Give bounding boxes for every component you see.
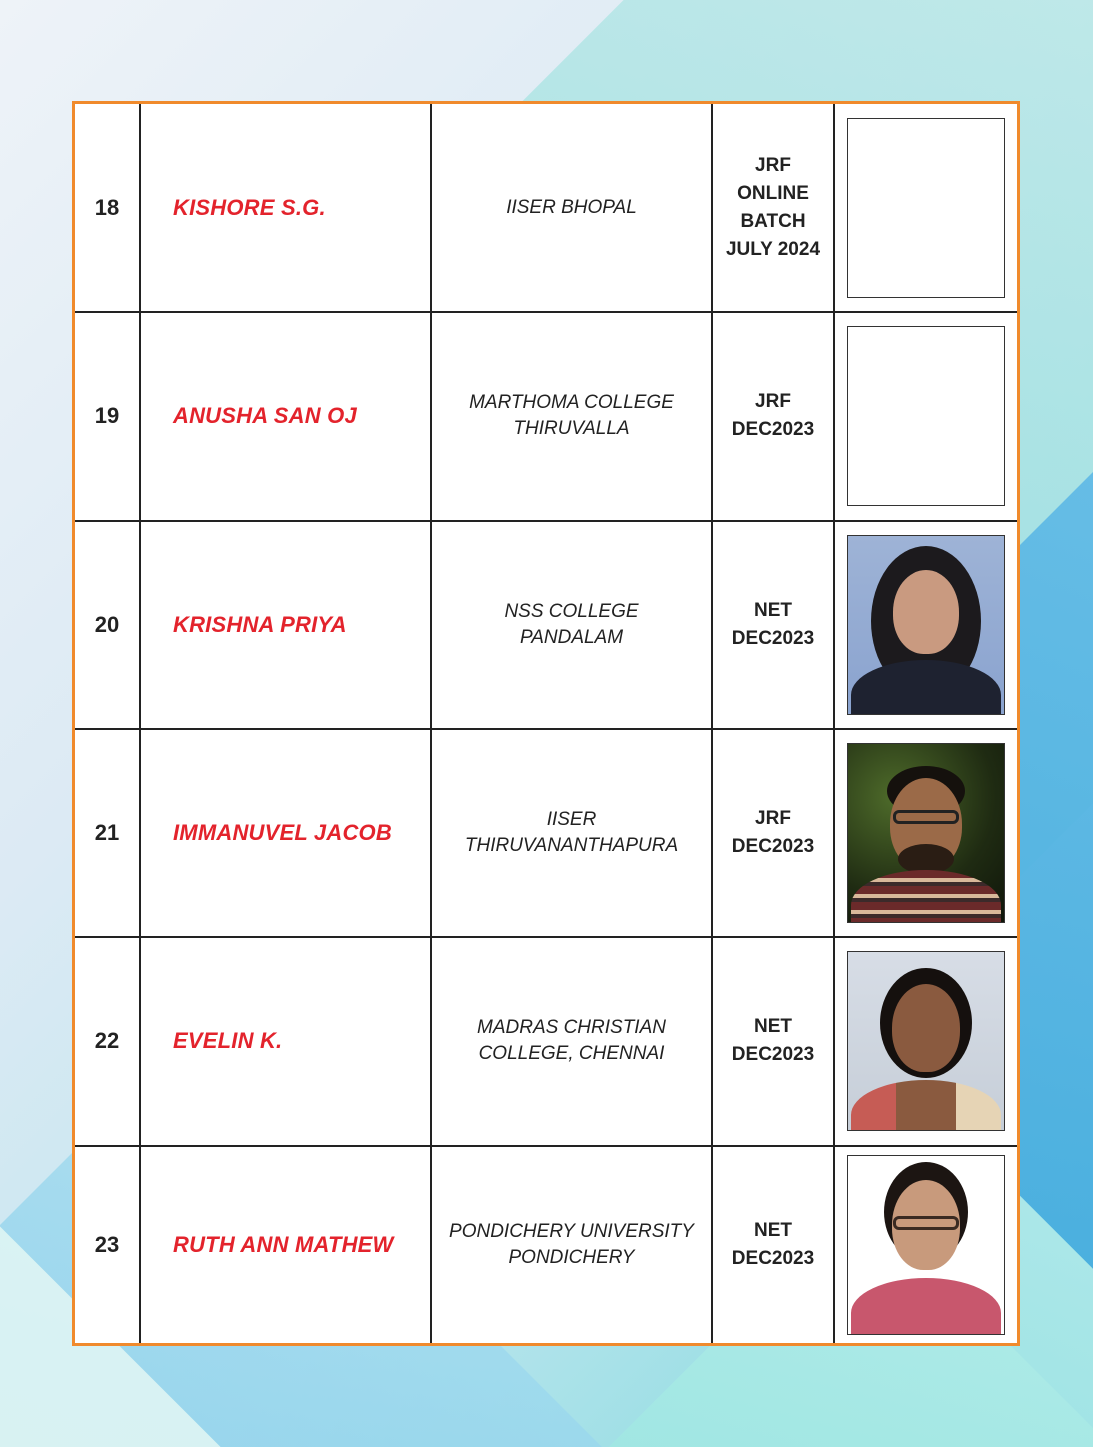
institution-line: THIRUVANANTHAPURA bbox=[464, 835, 679, 857]
institution-line: PONDICHERY bbox=[508, 1246, 635, 1268]
institution-line: PANDALAM bbox=[519, 626, 624, 648]
student-name: KISHORE S.G. bbox=[140, 104, 431, 312]
institution-line: MADRAS CHRISTIAN bbox=[477, 1017, 666, 1039]
institution-line: PONDICHERY UNIVERSITY bbox=[449, 1220, 694, 1242]
result bbox=[712, 1146, 834, 1343]
result-line: JRF bbox=[755, 391, 791, 413]
result-line: JRF bbox=[755, 808, 791, 830]
result-line: ONLINE bbox=[737, 182, 809, 204]
result bbox=[712, 937, 834, 1145]
portrait-photo bbox=[847, 1155, 1005, 1335]
result-line: DEC2023 bbox=[731, 836, 815, 858]
institution bbox=[431, 521, 712, 729]
portrait-photo bbox=[847, 951, 1005, 1131]
photo-cell bbox=[834, 104, 1017, 312]
student-name: ANUSHA SAN OJ bbox=[140, 312, 431, 520]
serial-number: 22 bbox=[75, 937, 140, 1145]
institution-line: IISER BHOPAL bbox=[506, 196, 637, 218]
table-row bbox=[75, 937, 1017, 1145]
institution-line: NSS COLLEGE bbox=[504, 600, 639, 622]
results-table bbox=[72, 101, 1020, 1346]
result-line: BATCH bbox=[740, 210, 806, 232]
serial-number: 21 bbox=[75, 729, 140, 937]
photo-cell bbox=[834, 521, 1017, 729]
table-row bbox=[75, 104, 1017, 312]
portrait-photo bbox=[847, 535, 1005, 715]
serial-number: 19 bbox=[75, 312, 140, 520]
institution bbox=[431, 937, 712, 1145]
portrait-photo bbox=[847, 743, 1005, 923]
result bbox=[712, 521, 834, 729]
result-line: NET bbox=[754, 1219, 792, 1241]
photo-cell bbox=[834, 937, 1017, 1145]
table-row bbox=[75, 1146, 1017, 1343]
institution-line: THIRUVALLA bbox=[513, 418, 630, 440]
result-line: DEC2023 bbox=[731, 1247, 815, 1269]
student-name: KRISHNA PRIYA bbox=[140, 521, 431, 729]
table-row bbox=[75, 312, 1017, 520]
photo-cell bbox=[834, 1146, 1017, 1343]
serial-number: 18 bbox=[75, 104, 140, 312]
student-name: EVELIN K. bbox=[140, 937, 431, 1145]
institution bbox=[431, 1146, 712, 1343]
institution bbox=[431, 312, 712, 520]
result-line: NET bbox=[754, 599, 792, 621]
result-line: JRF bbox=[755, 154, 791, 176]
institution-line: MARTHOMA COLLEGE bbox=[469, 392, 674, 414]
student-name: IMMANUVEL JACOB bbox=[140, 729, 431, 937]
serial-number: 20 bbox=[75, 521, 140, 729]
result bbox=[712, 312, 834, 520]
table-row bbox=[75, 521, 1017, 729]
result bbox=[712, 104, 834, 312]
institution-line: COLLEGE, CHENNAI bbox=[478, 1043, 665, 1065]
photo-cell bbox=[834, 729, 1017, 937]
result-line: NET bbox=[754, 1016, 792, 1038]
result-line: DEC2023 bbox=[731, 627, 815, 649]
institution bbox=[431, 729, 712, 937]
result-line: JULY 2024 bbox=[725, 238, 821, 260]
institution-line: IISER bbox=[546, 809, 597, 831]
serial-number: 23 bbox=[75, 1146, 140, 1343]
empty-photo bbox=[847, 326, 1005, 506]
table-row bbox=[75, 729, 1017, 937]
result bbox=[712, 729, 834, 937]
photo-cell bbox=[834, 312, 1017, 520]
result-line: DEC2023 bbox=[731, 1044, 815, 1066]
empty-photo bbox=[847, 118, 1005, 298]
result-line: DEC2023 bbox=[731, 419, 815, 441]
student-name: RUTH ANN MATHEW bbox=[140, 1146, 431, 1343]
institution bbox=[431, 104, 712, 312]
